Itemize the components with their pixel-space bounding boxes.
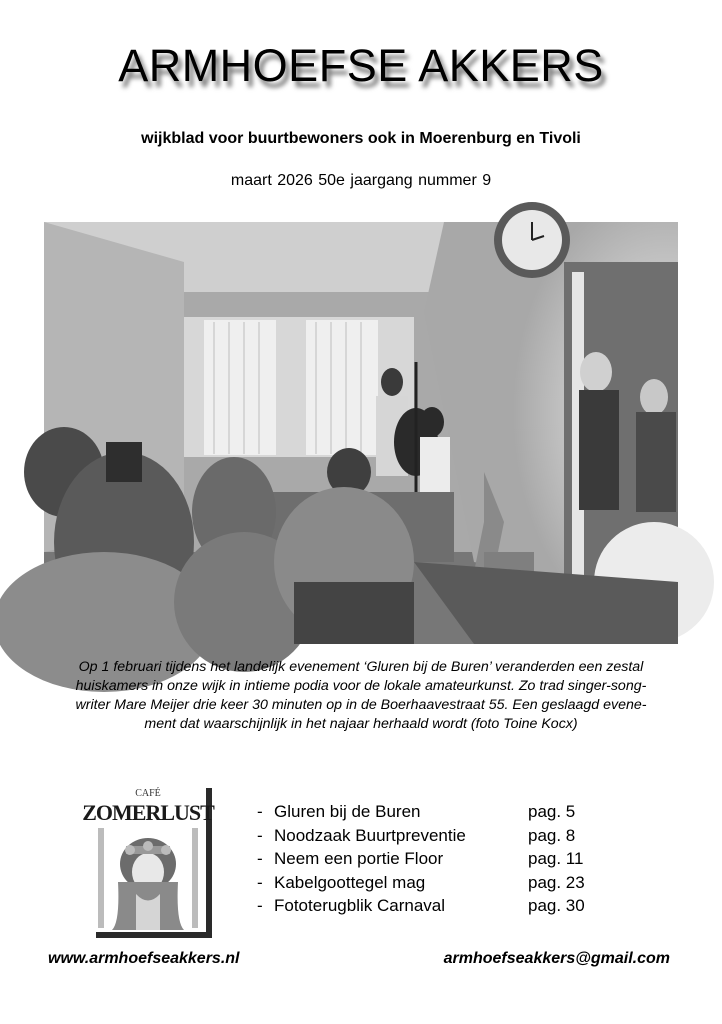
toc-title: Kabelgoottegel mag <box>274 872 426 892</box>
toc-title: Noodzaak Buurtpreventie <box>274 825 466 845</box>
toc-item <box>257 824 617 848</box>
toc-item <box>257 800 617 824</box>
cafe-zomerlust-logo <box>82 782 214 932</box>
toc-bullet: - <box>257 849 263 868</box>
logo-main-text: ZOMERLUST <box>82 800 214 825</box>
toc-page: pag. 30 <box>528 896 585 915</box>
cover-photo-illustration <box>44 222 678 644</box>
logo-cafe-text: CAFÉ <box>135 788 161 799</box>
logo-illustration <box>82 782 214 932</box>
masthead-title: ARMHOEFSE AKKERS <box>118 40 604 91</box>
toc-bullet: - <box>257 802 263 821</box>
toc-item <box>257 847 617 871</box>
toc-title: Gluren bij de Buren <box>274 802 421 821</box>
caption-line: ment dat waarschijnlijk in het najaar herhaald wordt (foto Toine Kocx) <box>144 716 578 732</box>
toc-page: pag. 8 <box>528 825 576 845</box>
toc-page: pag. 11 <box>528 849 584 868</box>
toc-item <box>257 894 617 918</box>
masthead-subtitle: wijkblad voor buurtbewoners ook in Moerenburg en Tivoli <box>141 130 581 147</box>
toc-title: Fototerugblik Carnaval <box>274 896 446 915</box>
caption-line: writer Mare Meijer drie keer 30 minuten op in de Boerhaavestraat 55. Een geslaagd evene- <box>75 697 647 713</box>
cover-photo <box>44 222 678 644</box>
toc-page: pag. 5 <box>528 802 576 821</box>
toc-page: pag. 23 <box>528 872 585 892</box>
caption-line: Op 1 februari tijdens het landelijk evenement ‘Gluren bij de Buren’ veranderden een zestal <box>78 659 644 675</box>
toc-bullet: - <box>257 896 263 915</box>
toc-bullet: - <box>257 872 263 892</box>
photo-caption <box>40 658 682 734</box>
issue-line: maart 2026 50e jaargang nummer 9 <box>230 172 492 189</box>
toc-bullet: - <box>257 825 263 845</box>
toc-title: Neem een portie Floor <box>274 849 444 868</box>
toc-item <box>257 871 617 895</box>
footer-email-link[interactable]: armhoefseakkers@gmail.com <box>443 950 670 967</box>
table-of-contents <box>257 800 617 918</box>
caption-line: huiskamers in onze wijk in intieme podia voor de lokale amateurkunst. Zo trad singer-song- <box>75 678 647 694</box>
footer-website-link[interactable]: www.armhoefseakkers.nl <box>48 950 240 967</box>
